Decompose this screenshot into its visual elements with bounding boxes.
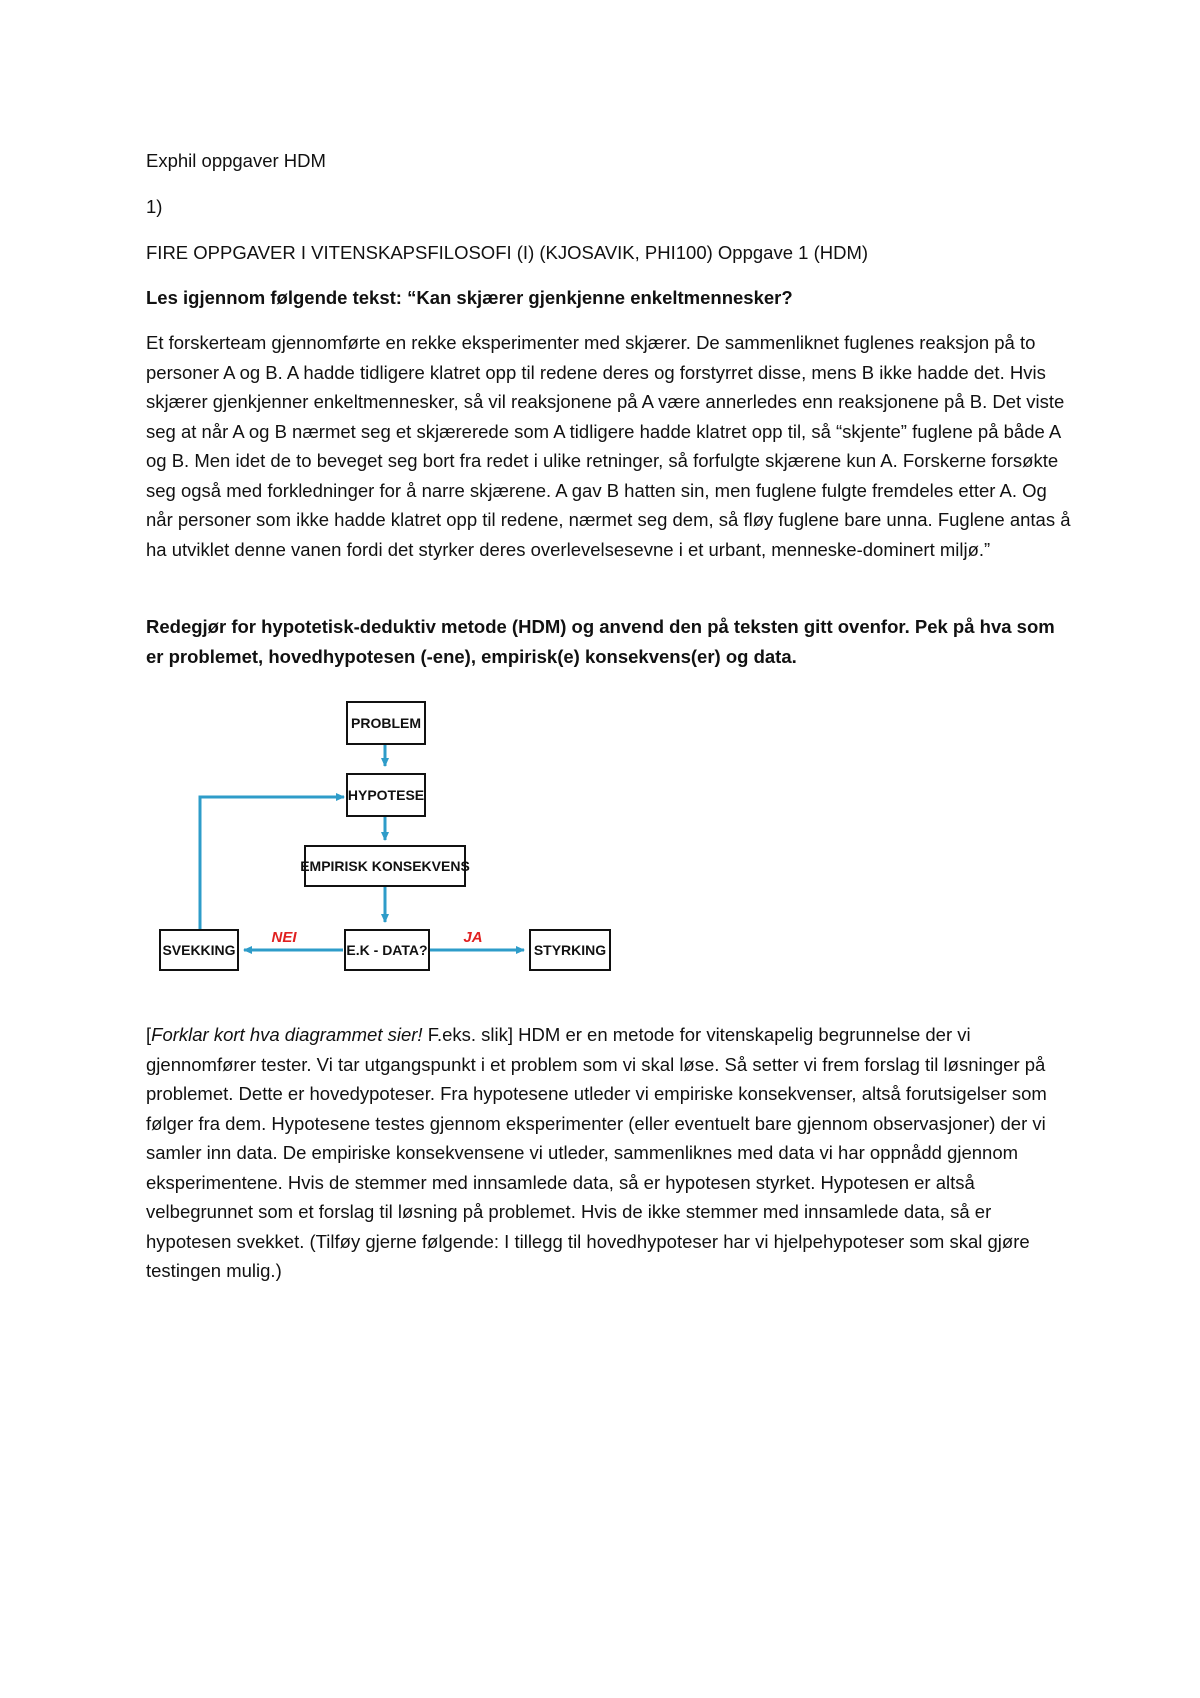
label-nei: NEI [271,929,297,946]
label-hypotese: HYPOTESE [347,787,425,803]
read-prompt: Les igjennom følgende tekst: “Kan skjærer gjenkjenne enkeltmennesker? [146,287,793,308]
answer-paragraph [146,1020,1076,1286]
answer-open-bracket: [ [146,1024,152,1045]
label-styrking: STYRKING [533,942,607,958]
label-empirisk: EMPIRISK KONSEKVENS [300,858,470,874]
label-ja: JA [463,929,483,946]
hdm-flowchart-svg [158,694,618,984]
label-problem: PROBLEM [351,715,421,731]
answer-italic-prompt: Forklar kort hva diagrammet sier! [151,1024,423,1045]
label-svekking: SVEKKING [162,942,236,958]
story-paragraph: Et forskerteam gjennomførte en rekke eksperimenter med skjærer. De sammenliknet fuglenes reaksjon på to personer A og B. A hadde tidligere klatret opp til redene deres og forstyrret disse, mens B ikke hadde det. Hvis skjærer gjenkjenner enkeltmennesker, så vil reaksjonene på A være annerledes enn reaksjonene på B. Det viste seg at når A og B nærmet seg et skjærerede som A tidligere hadde klatret opp til, så “skjente” fuglene på både A og B. Men idet de to beveget seg bort fra redet i ulike retninger, så forfulgte skjærene kun A. Forskerne forsøkte seg også med forkledninger for å narre skjærene. A gav B hatten sin, men fuglene fulgte fremdeles etter A. Og når personer som ikke hadde klatret opp til redene, nærmet seg dem, så fløy fuglene bare unna. Fuglene antas å ha utviklet denne vanen fordi det styrker deres overlevelsesevne i et urbant, menneske-dominert miljø.” [146,332,1071,560]
task-number: 1) [146,196,163,217]
hdm-diagram [158,694,618,984]
answer-text: HDM er en metode for vitenskapelig begrunnelse der vi gjennomfører tester. Vi tar utgangspunkt i et problem som vi skal løse. Så setter vi frem forslag til løsninger på problemet. Dette er hovedypoteser. Fra hypotesene utleder vi empiriske konsekvenser, altså forutsigelser som følger fra dem. Hypotesene testes gjennom eksperimenter (eller eventuelt bare gjennom observasjoner) der vi samler inn data. De empiriske konsekvensene vi utleder, sammenliknes med data vi har oppnådd gjennom eksperimentene. Hvis de stemmer med innsamlede data, så er hypotesen styrket. Hypotesen er altså velbegrunnet som et forslag til løsning på problemet. Hvis de ikke stemmer med innsamlede data, så er hypotesen svekket. (Tilføy gjerne følgende: I tillegg til hovedhypoteser har vi hjelpehypoteser som skal gjøre testingen mulig.) [146,1024,1047,1281]
doc-title: Exphil oppgaver HDM [146,150,326,171]
task-paragraph: Redegjør for hypotetisk-deduktiv metode (HDM) og anvend den på teksten gitt ovenfor. Pek på hva som er problemet, hovedhypotesen (-ene), empirisk(e) konsekvens(er) og data. [146,616,1055,667]
course-line: FIRE OPPGAVER I VITENSKAPSFILOSOFI (I) (KJOSAVIK, PHI100) Oppgave 1 (HDM) [146,242,869,263]
label-ekdata: E.K - DATA? [346,942,428,958]
answer-example-intro: F.eks. slik] [422,1024,514,1045]
